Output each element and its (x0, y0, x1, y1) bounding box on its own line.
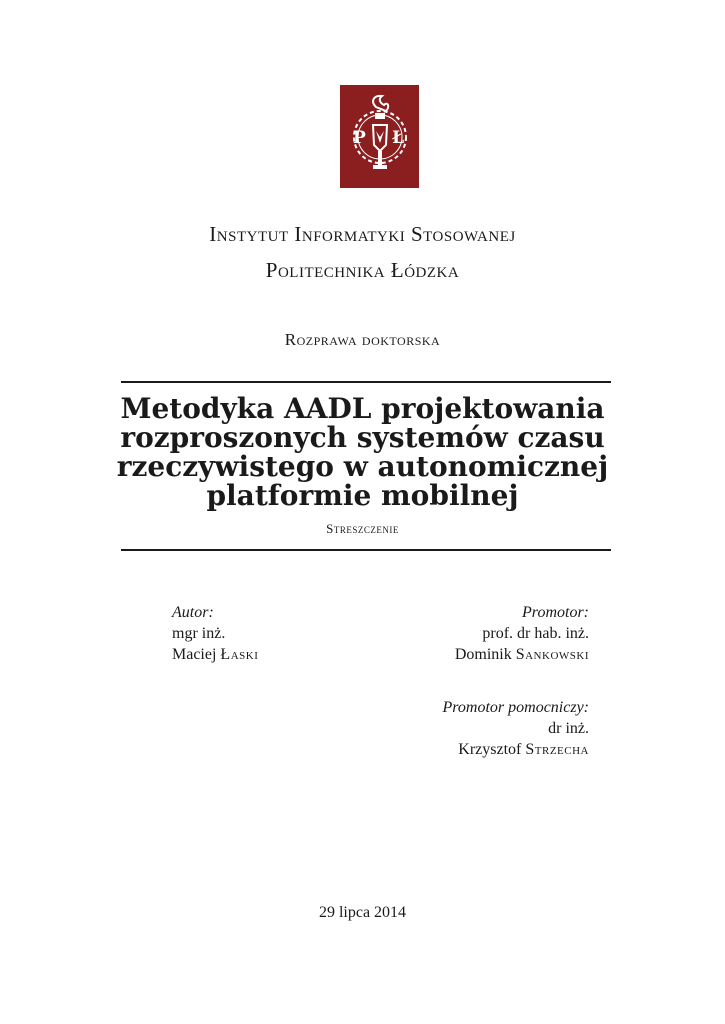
thesis-title-line: platformie mobilnej (206, 479, 519, 512)
co-supervisor-first-name: Krzysztof (458, 741, 522, 758)
supervisor-last-name: Sankowski (515, 646, 589, 663)
co-supervisor-label: Promotor pomocniczy: (442, 699, 589, 716)
document-kind: Rozprawa doktorska (284, 330, 441, 349)
title-rule-top (121, 381, 611, 383)
institute-name: Instytut Informatyki Stosowanej (209, 222, 516, 246)
subtitle: Streszczenie (326, 521, 399, 536)
author-degree: mgr inż. (172, 625, 226, 642)
supervisor-first-name: Dominik (454, 646, 512, 663)
author-first-name: Maciej (172, 646, 217, 663)
supervisor-name (455, 644, 589, 665)
thesis-title-line: rozproszonych systemów czasu (120, 421, 605, 454)
thesis-title (0, 394, 725, 510)
supervisor-degree: prof. dr hab. inż. (482, 625, 589, 642)
thesis-title-line: Metodyka AADL projektowania (120, 392, 605, 425)
university-logo (340, 85, 419, 188)
author-block (172, 602, 258, 665)
co-supervisor-last-name: Strzecha (525, 741, 589, 758)
author-last-name: Łaski (220, 646, 259, 663)
author-name (172, 644, 258, 665)
svg-text:P: P (353, 128, 366, 148)
supervisor-block (455, 602, 589, 665)
co-supervisor-block (443, 697, 590, 760)
author-label: Autor: (172, 604, 214, 621)
flame-icon (373, 96, 388, 111)
document-date: 29 lipca 2014 (318, 904, 407, 921)
university-name: Politechnika Łódzka (265, 258, 460, 282)
supervisor-label: Promotor: (522, 604, 589, 621)
logo-emblem-icon (340, 85, 419, 188)
co-supervisor-name (443, 739, 590, 760)
co-supervisor-degree: dr inż. (548, 720, 589, 737)
svg-text:Ł: Ł (392, 128, 405, 148)
title-rule-bottom (121, 549, 611, 551)
thesis-title-line: rzeczywistego w autonomicznej (116, 450, 609, 483)
